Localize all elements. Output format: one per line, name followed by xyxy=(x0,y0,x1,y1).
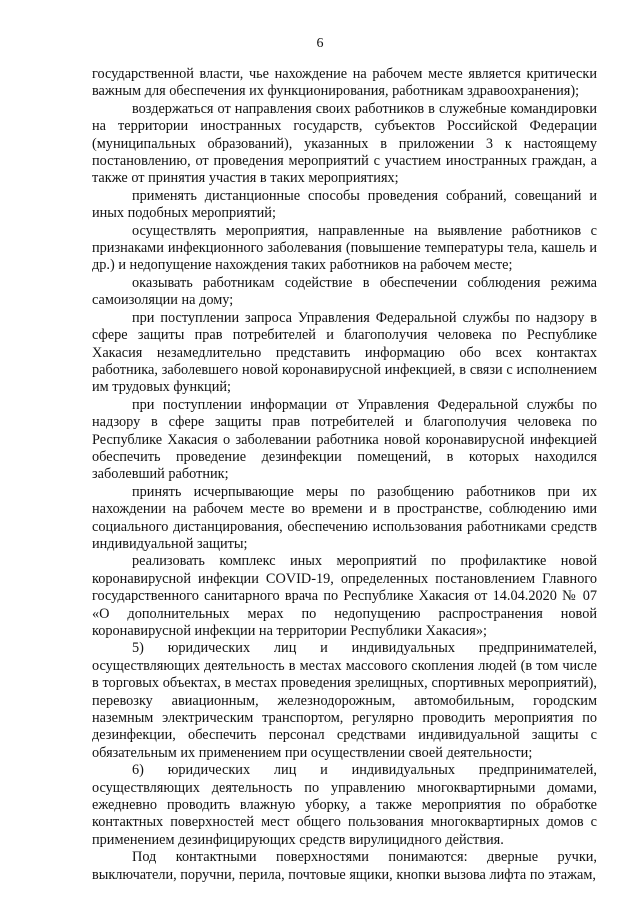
paragraph-contact-surfaces: Под контактными поверхностями понимаются: дверные ручки, выключатели, поручни, перила, почтовые ящики, кнопки вызова лифта по этажам, xyxy=(92,849,597,883)
paragraph-contact-information: при поступлении запроса Управления Федеральной службы по надзору в сфере защиты прав потребителей и благополучия человека по Республике Хакасия незамедлительно представить информацию обо всех контактах работника, заболевшего новой коронавирусной инфекцией, в связи с исполнением им трудовых функций; xyxy=(92,309,597,396)
paragraph-symptom-detection: осуществлять мероприятия, направленные на выявление работников с признаками инфекционного заболевания (повышение температуры тела, кашель и др.) и недопущение нахождения таких работников на рабочем месте; xyxy=(92,222,597,274)
paragraph-continuation: государственной власти, чье нахождение на рабочем месте является критически важным для обеспечения их функционирования, работникам здравоохранения); xyxy=(92,66,597,100)
paragraph-business-trips: воздержаться от направления своих работников в служебные командировки на территории иностранных государств, субъектов Российской Федерации (муниципальных образований), указанных в приложении 3 к настоящему постановлению, от проведения мероприятий с участием иностранных граждан, а также от принятия участия в таких мероприятиях; xyxy=(92,100,597,187)
page-number: 6 xyxy=(316,36,324,51)
paragraph-item-5: 5) юридических лиц и индивидуальных предпринимателей, осуществляющих деятельность в местах массового скопления людей (в том числе в торговых объектах, в местах проведения зрелищных, спортивных мероприятий), перевозку авиационным, железнодорожным, автомобильным, городским наземным электрическим транспортом, регулярно проводить мероприятия по дезинфекции, обеспечить персонал средствами индивидуальной защиты с обязательным их применением при осуществлении своей деятельности; xyxy=(92,640,597,761)
paragraph-self-isolation: оказывать работникам содействие в обеспечении соблюдения режима самоизоляции на дому; xyxy=(92,274,597,309)
paragraph-disinfection: при поступлении информации от Управления Федеральной службы по надзору в сфере защиты прав потребителей и благополучия человека по Республике Хакасия о заболевании работника новой коронавирусной инфекцией обеспечить проведение дезинфекции помещений, в которых находился заболевший работник; xyxy=(92,396,597,483)
paragraph-item-6: 6) юридических лиц и индивидуальных предпринимателей, осуществляющих деятельность по управлению многоквартирными домами, ежедневно проводить влажную уборку, а также мероприятия по обработке контактных поверхностей мест общего пользования многоквартирных домов с применением дезинфицирующих средств вирулицидного действия. xyxy=(92,762,597,848)
paragraph-remote-meetings: применять дистанционные способы проведения собраний, совещаний и иных подобных мероприятий; xyxy=(92,187,597,222)
document-body xyxy=(92,66,597,884)
paragraph-social-distancing: принять исчерпывающие меры по разобщению работников при их нахождении на рабочем месте во времени и в пространстве, соблюдению ими социального дистанцирования, обеспечению использования работниками средств индивидуальной защиты; xyxy=(92,483,597,552)
paragraph-prevention-measures: реализовать комплекс иных мероприятий по профилактике новой коронавирусной инфекции COVID-19, определенных постановлением Главного государственного санитарного врача по Республике Хакасия от 14.04.2020 № 07 «О дополнительных мерах по недопущению распространения новой коронавирусной инфекции на территории Республики Хакасия»; xyxy=(92,553,597,639)
